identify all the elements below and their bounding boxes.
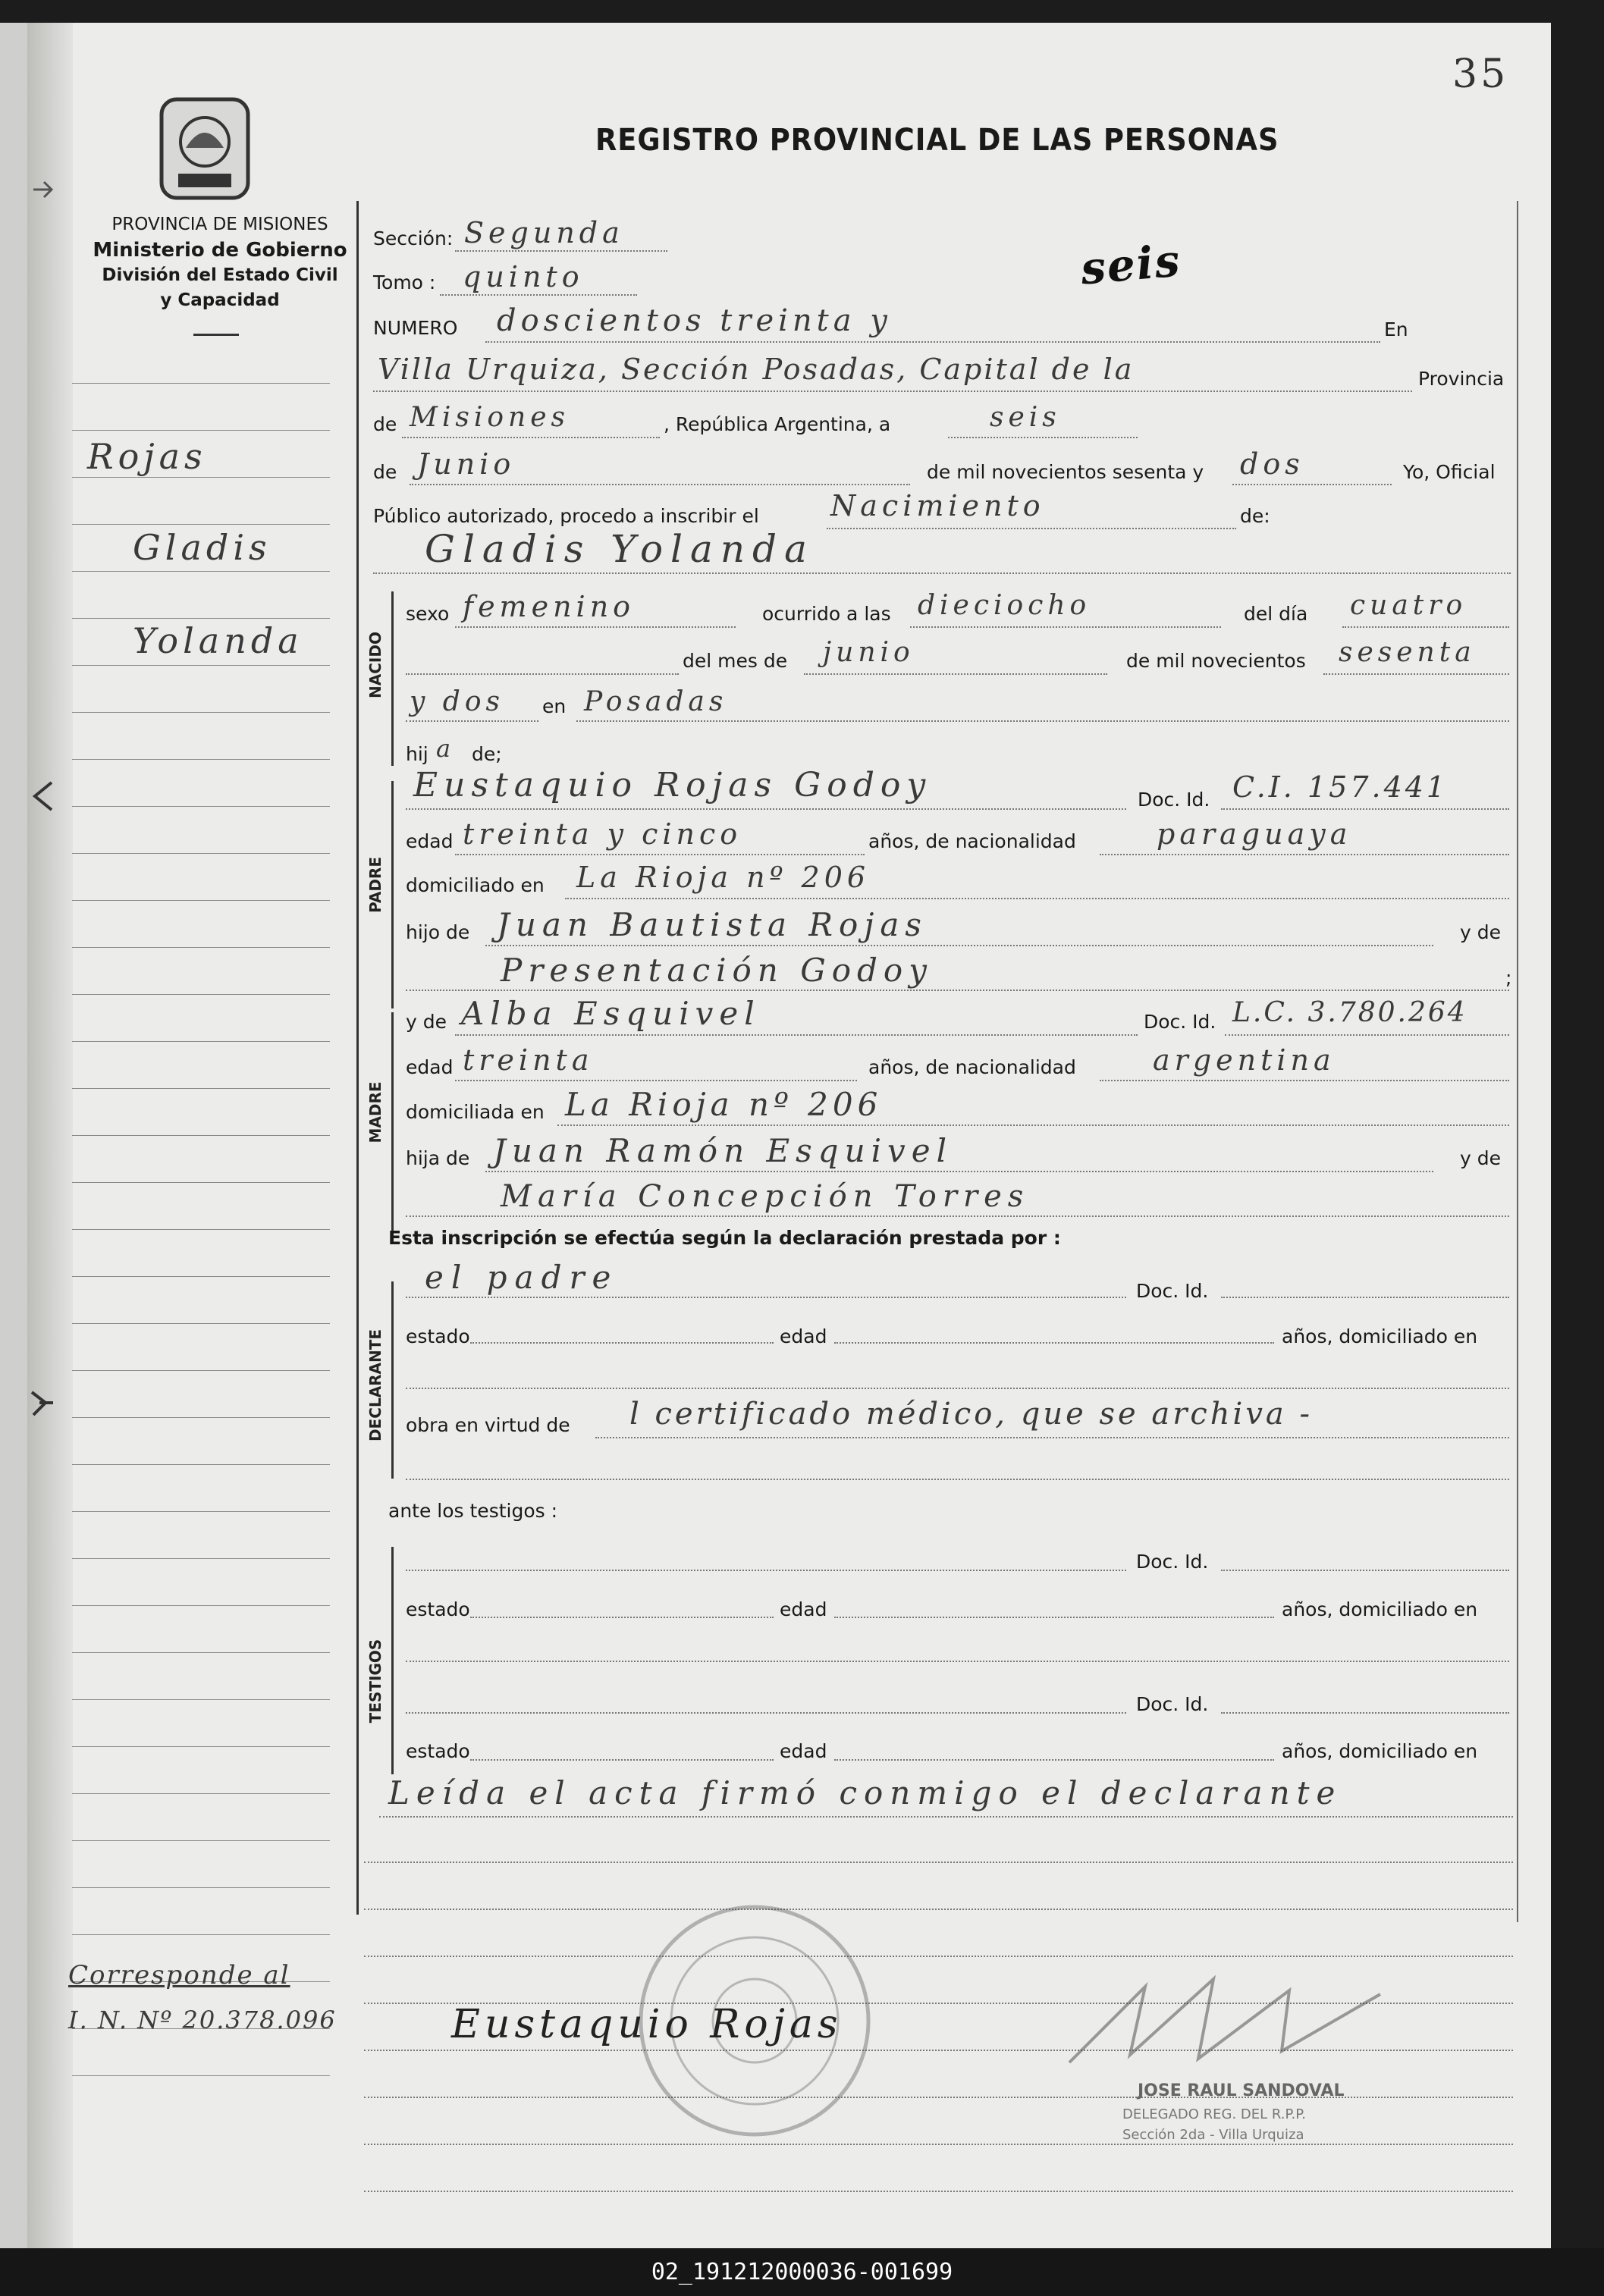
margin-rule [72,618,330,619]
madre-hija-value: Juan Ramón Esquivel [493,1132,953,1169]
padre-dom-value: La Rioja nº 206 [576,861,871,894]
madre-bracket [391,1012,394,1240]
act-line [827,528,1236,529]
official-title: DELEGADO REG. DEL R.P.P. [1122,2106,1307,2122]
padre-nac-value: paraguaya [1157,817,1352,851]
month-line [410,484,910,485]
provincia-label: Provincia [1418,368,1505,390]
madre-doc-label: Doc. Id. [1144,1011,1216,1033]
mes-line [804,673,1107,675]
coat-of-arms-seal [155,95,254,205]
declarante-side-label: DECLARANTE [366,1328,385,1442]
margin-surname: Rojas [87,436,207,477]
lower-rule [364,1862,1513,1863]
testigo1-estado-line [470,1617,774,1618]
person-name-line [373,572,1511,574]
padre-side-label: PADRE [366,857,385,913]
madre-nac-line [1100,1080,1509,1081]
margin-rule [72,1840,330,1841]
heading-divider [193,334,239,336]
testigo1-name-line [406,1570,1126,1571]
padre-edad-value: treinta y cinco [463,817,742,851]
numero-value: doscientos treinta y [497,303,892,338]
main-vertical-rule [356,201,359,1915]
padre-dom-line [565,898,1509,899]
margin-rule [72,571,330,572]
margin-rule [72,1182,330,1183]
place-line [373,391,1412,392]
anio2-value: y dos [410,686,504,717]
padre-madre-value: Presentación Godoy [501,952,933,989]
margin-rule [72,759,330,760]
sexo-line [455,626,736,628]
madre-doc-line [1225,1034,1509,1036]
obra-value: l certificado médico, que se archiva - [629,1397,1314,1432]
testigos-intro: ante los testigos : [388,1500,558,1522]
binding-hole [30,781,55,811]
hij-value: a [436,734,456,763]
padre-dom-label: domiciliado en [406,874,545,896]
republica-label: , República Argentina, a [664,413,891,435]
margin-rule [72,1135,330,1136]
obra-label: obra en virtud de [406,1414,570,1436]
madre-nac-label: años, de nacionalidad [868,1056,1076,1078]
declarante-intro: Esta inscripción se efectúa según la declaración prestada por : [388,1227,1061,1249]
provincia-line [402,437,660,438]
margin-rule [72,1511,330,1512]
year-value: dos [1240,447,1304,481]
margin-rule [72,900,330,901]
padre-madre-line [406,990,1509,991]
hij-label: hij [406,743,428,765]
madre-dom-value: La Rioja nº 206 [565,1086,883,1123]
tomo-label: Tomo : [373,271,436,293]
margin-rule [72,1276,330,1277]
seccion-value: Segunda [464,216,624,249]
padre-hijo-line [485,945,1433,946]
declarante-estado-line [470,1342,774,1344]
official-name: JOSE RAUL SANDOVAL [1138,2081,1345,2100]
testigo2-doc-line [1221,1712,1509,1714]
dia-value: cuatro [1350,590,1467,621]
obra-line [595,1437,1509,1438]
margin-note-line1: Corresponde al [68,1960,290,1990]
margin-rule [72,1699,330,1700]
capacity-heading: y Capacidad [160,290,280,310]
margin-rule [72,477,330,478]
margin-rule [72,383,330,384]
madre-hija-line [485,1171,1433,1172]
number-stamp: seis [1078,234,1183,295]
margin-rule [72,1464,330,1465]
testigos-bracket [391,1547,394,1774]
nacido-de-label: de; [472,743,502,765]
testigo1-anios-label: años, domiciliado en [1282,1598,1478,1620]
declarante-doc-label: Doc. Id. [1136,1280,1209,1302]
margin-rule [72,1229,330,1230]
padre-yde-label: y de [1460,921,1501,943]
novecientos-label: de mil novecientos [1126,650,1306,672]
madre-side-label: MADRE [366,1081,385,1143]
seccion-label: Sección: [373,227,454,249]
publico-label: Público autorizado, procedo a inscribir el [373,505,759,527]
margin-rule [72,1558,330,1559]
padre-nac-label: años, de nacionalidad [868,830,1076,852]
padre-hijo-value: Juan Bautista Rojas [497,906,928,943]
testigo2-estado-line [470,1759,774,1761]
madre-edad-label: edad [406,1056,454,1078]
testigo1-dom-line [406,1661,1509,1662]
margin-rule [72,1746,330,1747]
numero-line [485,341,1380,343]
margin-rule [72,1041,330,1042]
place-value: Villa Urquiza, Sección Posadas, Capital de la [378,353,1135,386]
mes-pre-line [406,673,679,675]
seccion-line [455,250,667,252]
testigo1-estado-label: estado [406,1598,470,1620]
margin-rule [72,1370,330,1371]
act-value: Nacimiento [830,489,1045,522]
declarante-anios-label: años, domiciliado en [1282,1325,1478,1347]
declarante-estado-label: estado [406,1325,470,1347]
margin-rule [72,806,330,807]
declarante-dom-line [406,1388,1509,1389]
margin-rule [72,1652,330,1653]
testigo2-name-line [406,1712,1126,1714]
testigo2-doc-label: Doc. Id. [1136,1693,1209,1715]
margin-rule [72,994,330,995]
anio2-line [406,720,538,722]
testigo2-edad-line [834,1759,1274,1761]
madre-yde2-label: y de [1460,1147,1501,1169]
margin-rule [72,1417,330,1418]
padre-name: Eustaquio Rojas Godoy [413,766,932,805]
anio-line [1323,673,1509,675]
lower-rule [364,2191,1513,2192]
margin-rule [72,665,330,666]
madre-name-line [455,1034,1138,1036]
person-name: Gladis Yolanda [425,527,815,571]
margin-rule [72,2075,330,2076]
de3-label: de: [1240,505,1270,527]
margin-rule [72,1887,330,1888]
padre-semicolon: ; [1505,967,1512,989]
ocurrido-label: ocurrido a las [762,603,891,625]
testigo1-doc-label: Doc. Id. [1136,1551,1209,1573]
padre-nac-line [1100,854,1509,855]
division-heading: División del Estado Civil [102,265,338,285]
padre-edad-label: edad [406,830,454,852]
declarante-name: el padre [425,1259,619,1296]
image-id-footer: 02_191212000036-001699 [0,2248,1604,2296]
declarante-doc-line [1221,1297,1509,1298]
dia-line [1342,626,1509,628]
declarante-signature: Eustaquio Rojas [451,2002,843,2047]
lower-rule [364,2144,1513,2145]
de2-label: de [373,461,397,483]
madre-nac-value: argentina [1153,1043,1336,1077]
sexo-label: sexo [406,603,450,625]
padre-bracket [391,781,394,1008]
hora-line [910,626,1221,628]
testigo1-edad-label: edad [780,1598,827,1620]
hora-value: dieciocho [918,590,1091,621]
anio-value: sesenta [1339,637,1476,668]
madre-edad-line [455,1080,857,1081]
lower-rule [364,1909,1513,1910]
closing-line [379,1816,1513,1818]
padre-hijo-label: hijo de [406,921,470,943]
madre-doc-value: L.C. 3.780.264 [1232,997,1467,1028]
province-heading: PROVINCIA DE MISIONES [111,215,328,234]
year-label: de mil novecientos sesenta y [927,461,1204,483]
day-value: seis [990,402,1061,433]
madre-madre-value: María Concepción Torres [501,1179,1030,1214]
margin-rule [72,1793,330,1794]
margin-rule [72,1088,330,1089]
de-label: de [373,413,397,435]
declarante-name-line [406,1297,1126,1298]
binding-spine [27,23,73,2248]
binding-hole [30,174,55,205]
testigo2-anios-label: años, domiciliado en [1282,1740,1478,1762]
margin-rule [72,947,330,948]
testigo2-edad-label: edad [780,1740,827,1762]
month-value: Junio [417,447,516,481]
tomo-line [440,294,637,296]
lugar-line [576,720,1509,722]
padre-edad-line [455,854,865,855]
padre-doc-value: C.I. 157.441 [1232,770,1449,804]
nacido-side-label: NACIDO [366,632,385,698]
official-signature-scribble [1062,1964,1388,2078]
margin-rule [72,853,330,854]
official-office: Sección 2da - Villa Urquiza [1122,2127,1304,2143]
nacido-bracket [391,591,394,766]
closing-statement: Leída el acta firmó conmigo el declarante [388,1774,1342,1811]
lugar-value: Posadas [584,686,728,717]
margin-note-line2: I. N. Nº 20.378.096 [68,2006,337,2034]
obra-line2 [406,1479,1509,1480]
day-line [948,437,1138,438]
testigo2-estado-label: estado [406,1740,470,1762]
margin-rule [72,524,330,525]
binding-hole [30,1388,55,1418]
mes-label: del mes de [683,650,788,672]
provincia-value: Misiones [410,402,570,433]
madre-dom-label: domiciliada en [406,1101,545,1123]
testigo1-edad-line [834,1617,1274,1618]
padre-doc-label: Doc. Id. [1138,789,1210,811]
year-line [1232,484,1392,485]
margin-rule [72,1934,330,1935]
margin-second-name: Yolanda [133,620,303,661]
ministry-heading: Ministerio de Gobierno [93,239,347,262]
nacido-en-label: en [542,695,567,717]
madre-yde-label: y de [406,1011,447,1033]
madre-name: Alba Esquivel [461,995,761,1032]
padre-name-line [406,808,1126,810]
page-number: 35 [1452,52,1509,97]
margin-first-name: Gladis [133,527,272,568]
padre-doc-line [1221,808,1509,810]
margin-rule [72,1323,330,1324]
testigos-side-label: TESTIGOS [366,1639,385,1724]
margin-rule [72,430,330,431]
declarante-edad-line [834,1342,1274,1344]
declarante-bracket [391,1281,394,1479]
lower-rule [364,1956,1513,1957]
numero-label: NUMERO [373,317,458,339]
madre-hija-label: hija de [406,1147,470,1169]
mes-value: junio [823,637,915,668]
margin-rule [72,712,330,713]
tomo-value: quinto [463,260,584,293]
margin-rule [72,1605,330,1606]
en-label: En [1384,318,1408,340]
document-title: REGISTRO PROVINCIAL DE LAS PERSONAS [595,123,1279,158]
testigo1-doc-line [1221,1570,1509,1571]
madre-dom-line [557,1124,1509,1126]
dia-label: del día [1244,603,1308,625]
oficial-label: Yo, Oficial [1403,461,1496,483]
madre-madre-line [406,1215,1509,1217]
right-margin-rule [1517,201,1518,1922]
madre-edad-value: treinta [463,1043,594,1077]
declarante-edad-label: edad [780,1325,827,1347]
sexo-value: femenino [463,590,636,623]
